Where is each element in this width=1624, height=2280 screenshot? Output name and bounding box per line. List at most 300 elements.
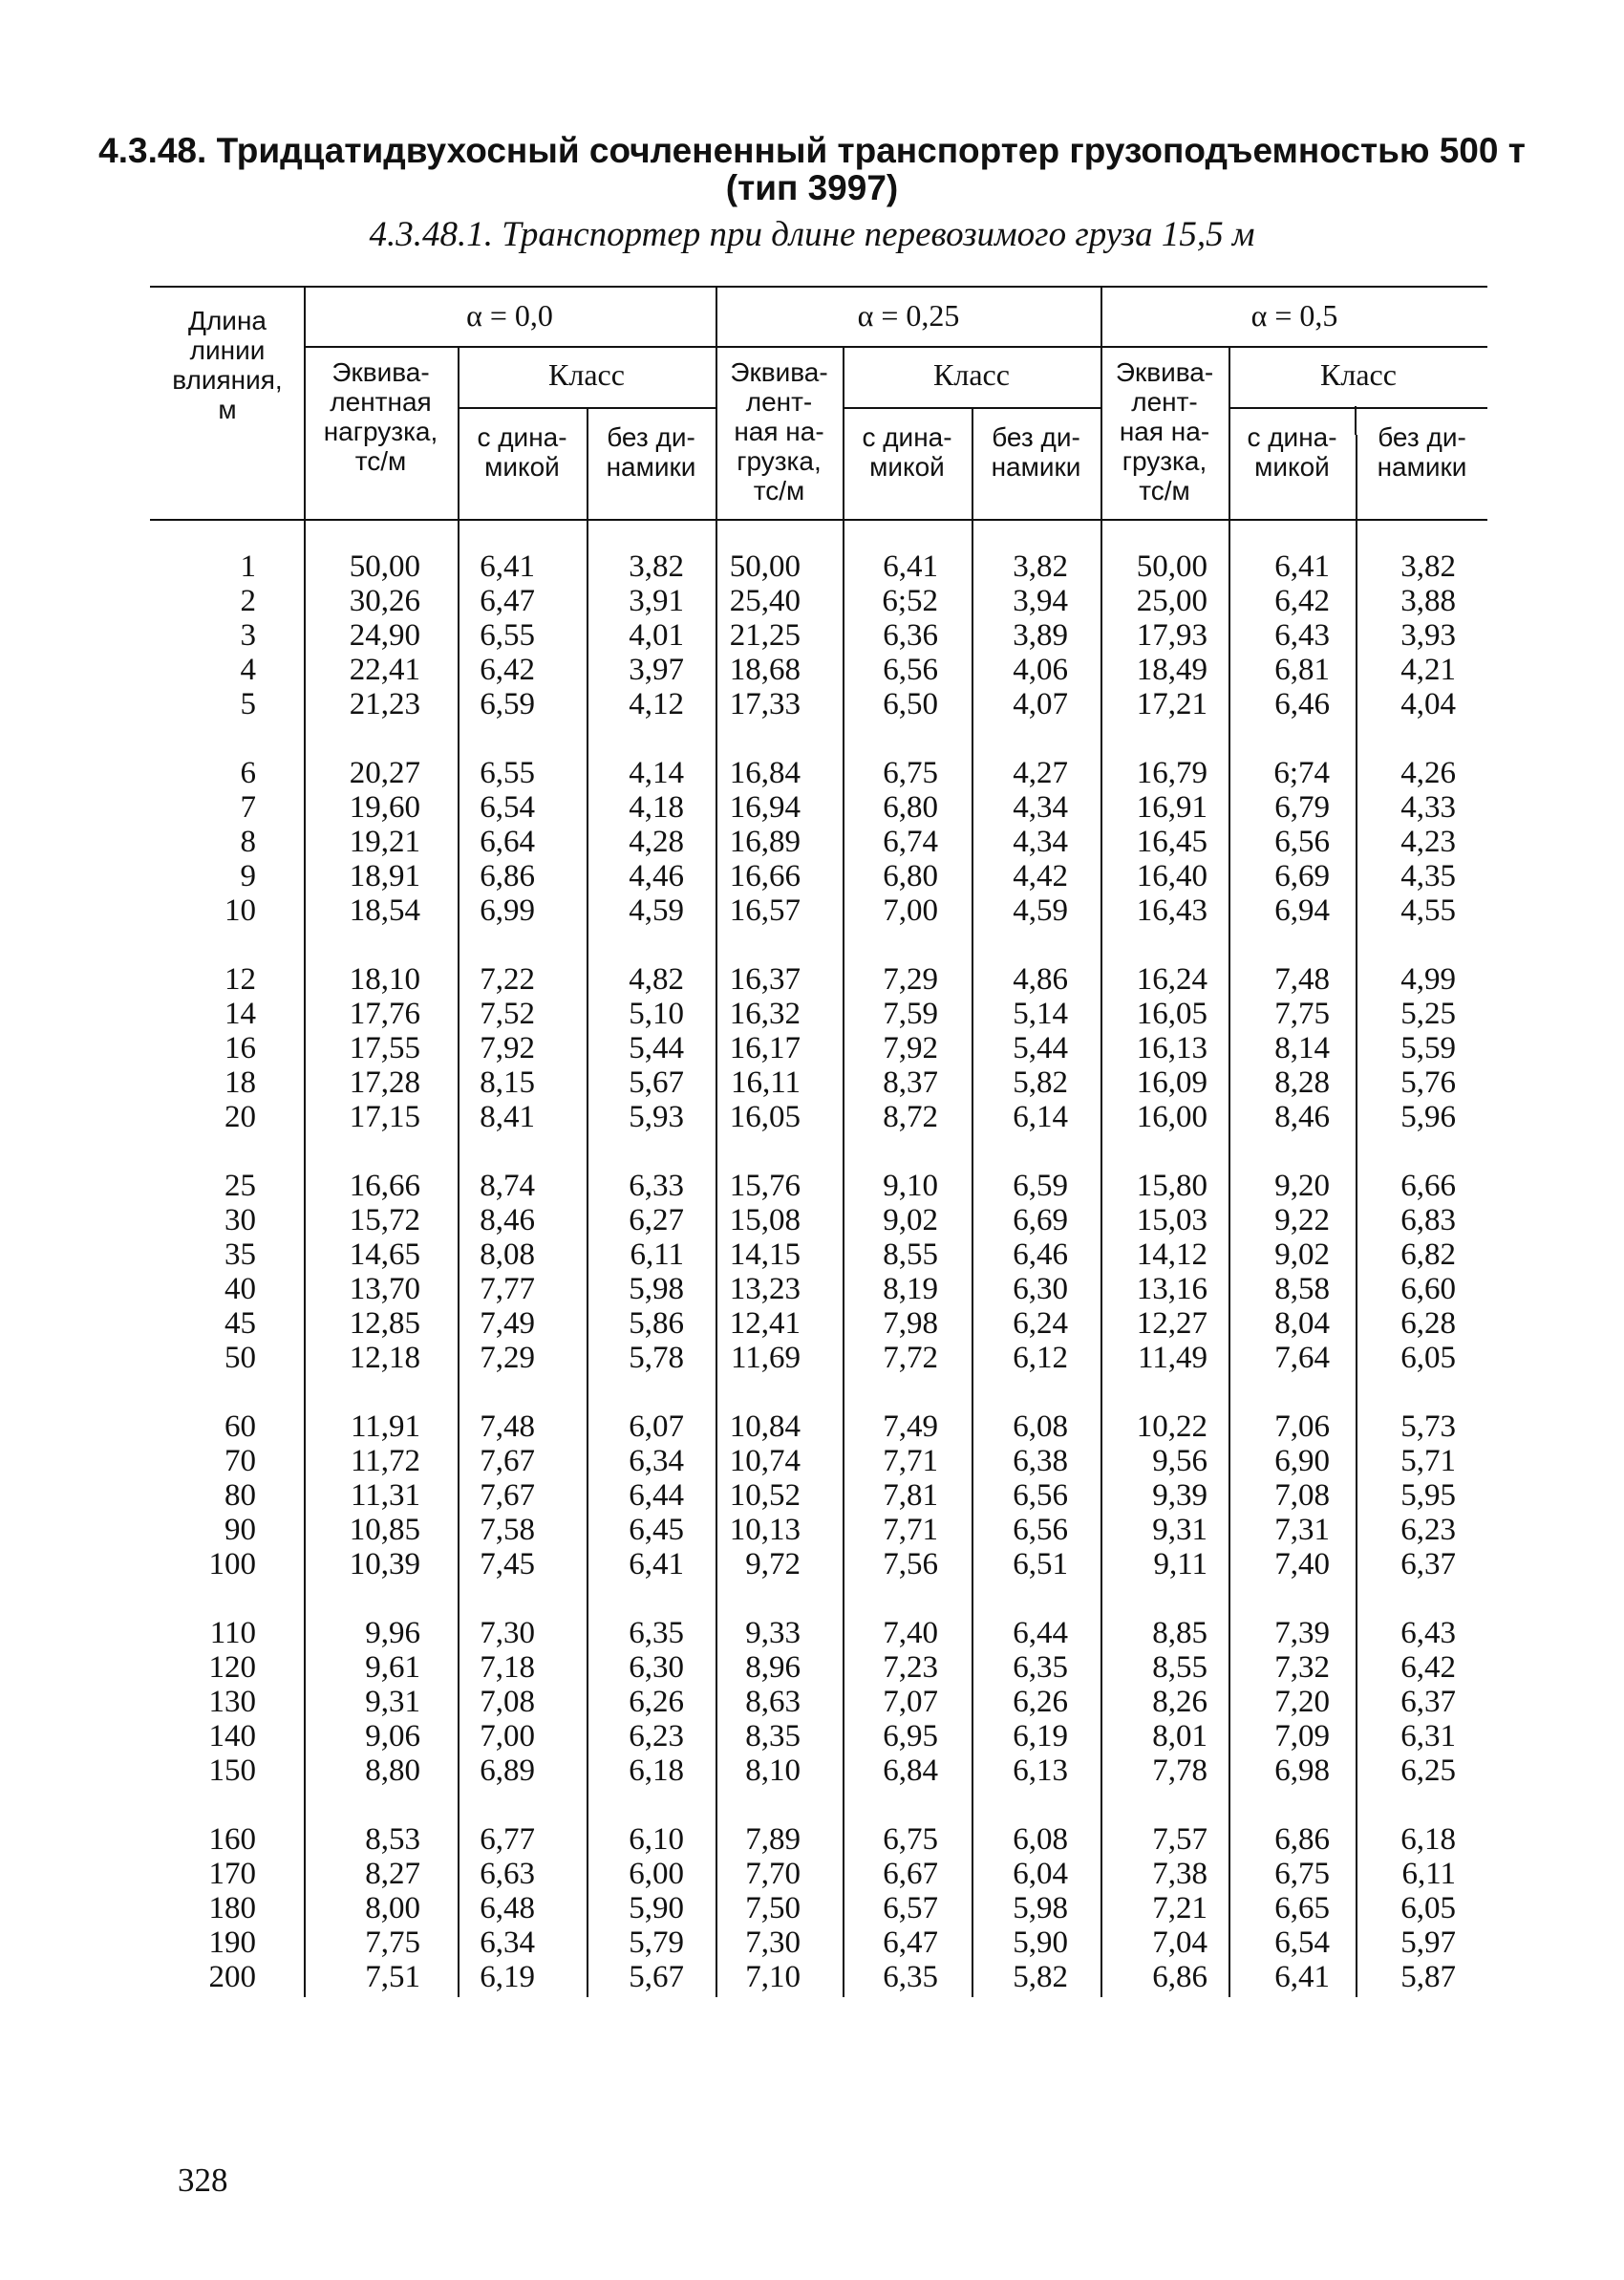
cell-equiv-a05: 16,40 xyxy=(1136,859,1207,893)
cell-without-dyn-a05: 5,97 xyxy=(1400,1925,1456,1960)
cell-length: 40 xyxy=(224,1272,256,1306)
cell-with-dyn-a0: 8,15 xyxy=(480,1065,535,1100)
cell-equiv-a0: 50,00 xyxy=(349,549,420,584)
row-group xyxy=(0,1409,1624,1581)
cell-equiv-a025: 18,68 xyxy=(729,653,801,687)
cell-with-dyn-a0: 6,59 xyxy=(480,687,535,721)
cell-equiv-a05: 17,93 xyxy=(1136,618,1207,653)
cell-with-dyn-a05: 7,06 xyxy=(1274,1409,1330,1444)
length-col-header: Длина линии влияния, м xyxy=(172,306,283,424)
cell-equiv-a025: 9,72 xyxy=(745,1547,801,1581)
cell-without-dyn-a05: 6,82 xyxy=(1400,1237,1456,1272)
cell-length: 140 xyxy=(208,1719,256,1753)
alpha-label-05: α = 0,5 xyxy=(1250,298,1338,333)
cell-with-dyn-a0: 7,67 xyxy=(480,1444,535,1478)
cell-with-dyn-a05: 6;74 xyxy=(1273,756,1330,790)
cell-with-dyn-a0: 7,45 xyxy=(480,1547,535,1581)
header-alpha-rule xyxy=(304,346,1487,348)
cell-equiv-a0: 9,61 xyxy=(365,1650,420,1685)
cell-without-dyn-a025: 4,59 xyxy=(1013,893,1068,928)
cell-equiv-a025: 11,69 xyxy=(730,1341,801,1375)
cell-equiv-a05: 16,91 xyxy=(1136,790,1207,825)
cell-without-dyn-a05: 4,33 xyxy=(1400,790,1456,825)
table-row xyxy=(0,1100,1624,1134)
row-group xyxy=(0,549,1624,721)
cell-without-dyn-a0: 4,59 xyxy=(629,893,684,928)
cell-equiv-a025: 25,40 xyxy=(729,584,801,618)
cell-without-dyn-a025: 6,26 xyxy=(1013,1685,1068,1719)
cell-without-dyn-a05: 5,95 xyxy=(1400,1478,1456,1513)
cell-with-dyn-a05: 7,09 xyxy=(1274,1719,1330,1753)
cell-with-dyn-a05: 9,20 xyxy=(1274,1169,1330,1203)
cell-length: 150 xyxy=(208,1753,256,1788)
cell-equiv-a0: 17,28 xyxy=(349,1065,420,1100)
cell-equiv-a0: 7,51 xyxy=(365,1960,420,1994)
cell-equiv-a05: 16,45 xyxy=(1136,825,1207,859)
cell-length: 200 xyxy=(208,1960,256,1994)
cell-equiv-a0: 22,41 xyxy=(349,653,420,687)
cell-equiv-a025: 17,33 xyxy=(729,687,801,721)
cell-without-dyn-a05: 6,42 xyxy=(1400,1650,1456,1685)
table-row xyxy=(0,756,1624,790)
cell-length: 7 xyxy=(240,790,256,825)
cell-equiv-a05: 16,79 xyxy=(1136,756,1207,790)
cell-equiv-a05: 10,22 xyxy=(1136,1409,1207,1444)
cell-equiv-a025: 16,66 xyxy=(729,859,801,893)
cell-without-dyn-a025: 4,86 xyxy=(1013,962,1068,997)
cell-without-dyn-a0: 4,46 xyxy=(629,859,684,893)
cell-equiv-a0: 8,00 xyxy=(365,1891,420,1925)
row-group xyxy=(0,756,1624,928)
cell-with-dyn-a0: 6,86 xyxy=(480,859,535,893)
table-row xyxy=(0,1409,1624,1444)
cell-length: 70 xyxy=(224,1444,256,1478)
table-row xyxy=(0,1547,1624,1581)
table-row xyxy=(0,790,1624,825)
cell-without-dyn-a025: 6,24 xyxy=(1013,1306,1068,1341)
cell-length: 3 xyxy=(240,618,256,653)
cell-without-dyn-a025: 6,44 xyxy=(1013,1616,1068,1650)
cell-without-dyn-a05: 6,31 xyxy=(1400,1719,1456,1753)
cell-equiv-a0: 14,65 xyxy=(349,1237,420,1272)
cell-equiv-a05: 17,21 xyxy=(1136,687,1207,721)
cell-without-dyn-a025: 6,08 xyxy=(1013,1822,1068,1857)
cell-with-dyn-a05: 6,42 xyxy=(1274,584,1330,618)
cell-without-dyn-a025: 6,14 xyxy=(1013,1100,1068,1134)
cell-equiv-a05: 6,86 xyxy=(1152,1960,1207,1994)
cell-with-dyn-a025: 7,71 xyxy=(883,1444,938,1478)
cell-without-dyn-a025: 3,89 xyxy=(1013,618,1068,653)
cell-equiv-a0: 11,31 xyxy=(350,1478,420,1513)
table-row xyxy=(0,1753,1624,1788)
table-row xyxy=(0,997,1624,1031)
cell-without-dyn-a025: 6,04 xyxy=(1013,1857,1068,1891)
row-group xyxy=(0,1169,1624,1375)
cell-equiv-a0: 11,72 xyxy=(350,1444,420,1478)
cell-with-dyn-a0: 6,19 xyxy=(480,1960,535,1994)
cell-without-dyn-a05: 5,87 xyxy=(1400,1960,1456,1994)
cell-without-dyn-a05: 5,76 xyxy=(1400,1065,1456,1100)
cell-without-dyn-a0: 6,10 xyxy=(629,1822,684,1857)
cell-without-dyn-a05: 6,60 xyxy=(1400,1272,1456,1306)
cell-equiv-a05: 9,31 xyxy=(1152,1513,1207,1547)
cell-with-dyn-a05: 7,48 xyxy=(1274,962,1330,997)
cell-with-dyn-a05: 6,94 xyxy=(1274,893,1330,928)
table-row xyxy=(0,1857,1624,1891)
cell-with-dyn-a05: 6,65 xyxy=(1274,1891,1330,1925)
cell-with-dyn-a025: 7,00 xyxy=(883,893,938,928)
cell-length: 8 xyxy=(240,825,256,859)
table-row xyxy=(0,859,1624,893)
equiv-load-header: Эквива- лент- ная на- грузка, тс/м xyxy=(730,357,828,505)
subsection-title: 4.3.48.1. Транспортер при длине перевозимого груза 15,5 м xyxy=(369,215,1255,254)
cell-length: 50 xyxy=(224,1341,256,1375)
row-group xyxy=(0,1822,1624,1994)
cell-with-dyn-a0: 8,41 xyxy=(480,1100,535,1134)
cell-with-dyn-a025: 6,35 xyxy=(883,1960,938,1994)
cell-equiv-a05: 15,80 xyxy=(1136,1169,1207,1203)
cell-with-dyn-a0: 8,08 xyxy=(480,1237,535,1272)
cell-equiv-a0: 18,54 xyxy=(349,893,420,928)
cell-with-dyn-a025: 7,72 xyxy=(883,1341,938,1375)
cell-equiv-a05: 16,24 xyxy=(1136,962,1207,997)
cell-equiv-a025: 16,89 xyxy=(729,825,801,859)
table-row xyxy=(0,653,1624,687)
cell-with-dyn-a05: 6,90 xyxy=(1274,1444,1330,1478)
cell-with-dyn-a05: 7,40 xyxy=(1274,1547,1330,1581)
cell-without-dyn-a0: 6,33 xyxy=(629,1169,684,1203)
cell-equiv-a05: 7,38 xyxy=(1152,1857,1207,1891)
cell-equiv-a025: 7,50 xyxy=(745,1891,801,1925)
cell-length: 110 xyxy=(209,1616,256,1650)
cell-equiv-a05: 7,78 xyxy=(1152,1753,1207,1788)
cell-length: 170 xyxy=(208,1857,256,1891)
table-row xyxy=(0,962,1624,997)
cell-equiv-a05: 50,00 xyxy=(1136,549,1207,584)
cell-without-dyn-a025: 5,82 xyxy=(1013,1065,1068,1100)
cell-with-dyn-a05: 7,39 xyxy=(1274,1616,1330,1650)
table-row xyxy=(0,1650,1624,1685)
cell-with-dyn-a0: 8,46 xyxy=(480,1203,535,1237)
table-row xyxy=(0,1306,1624,1341)
cell-length: 16 xyxy=(224,1031,256,1065)
cell-length: 35 xyxy=(224,1237,256,1272)
cell-without-dyn-a05: 6,23 xyxy=(1400,1513,1456,1547)
cell-equiv-a05: 16,43 xyxy=(1136,893,1207,928)
cell-equiv-a0: 16,66 xyxy=(349,1169,420,1203)
cell-without-dyn-a0: 6,30 xyxy=(629,1650,684,1685)
cell-equiv-a0: 17,15 xyxy=(349,1100,420,1134)
cell-with-dyn-a025: 8,72 xyxy=(883,1100,938,1134)
cell-without-dyn-a025: 5,14 xyxy=(1013,997,1068,1031)
cell-with-dyn-a0: 7,77 xyxy=(480,1272,535,1306)
cell-with-dyn-a0: 6,47 xyxy=(480,584,535,618)
header-top-rule xyxy=(150,286,1487,288)
cell-length: 18 xyxy=(224,1065,256,1100)
cell-without-dyn-a05: 6,28 xyxy=(1400,1306,1456,1341)
cell-length: 5 xyxy=(240,687,256,721)
cell-with-dyn-a025: 6,75 xyxy=(883,756,938,790)
cell-without-dyn-a05: 3,82 xyxy=(1400,549,1456,584)
cell-with-dyn-a0: 6,55 xyxy=(480,756,535,790)
row-group xyxy=(0,962,1624,1134)
cell-with-dyn-a025: 6,50 xyxy=(883,687,938,721)
table-body xyxy=(0,549,1624,2029)
cell-with-dyn-a025: 7,23 xyxy=(883,1650,938,1685)
cell-equiv-a025: 12,41 xyxy=(729,1306,801,1341)
cell-without-dyn-a0: 6,00 xyxy=(629,1857,684,1891)
cell-with-dyn-a0: 6,34 xyxy=(480,1925,535,1960)
cell-length: 1 xyxy=(240,549,256,584)
cell-without-dyn-a05: 5,96 xyxy=(1400,1100,1456,1134)
cell-without-dyn-a05: 4,55 xyxy=(1400,893,1456,928)
cell-with-dyn-a05: 7,75 xyxy=(1274,997,1330,1031)
alpha-label-025: α = 0,25 xyxy=(857,298,960,333)
cell-equiv-a025: 10,52 xyxy=(729,1478,801,1513)
cell-with-dyn-a05: 6,46 xyxy=(1274,687,1330,721)
cell-equiv-a0: 12,85 xyxy=(349,1306,420,1341)
cell-without-dyn-a0: 6,26 xyxy=(629,1685,684,1719)
cell-without-dyn-a0: 5,78 xyxy=(629,1341,684,1375)
cell-without-dyn-a05: 5,73 xyxy=(1400,1409,1456,1444)
cell-with-dyn-a025: 9,02 xyxy=(883,1203,938,1237)
cell-without-dyn-a05: 6,37 xyxy=(1400,1547,1456,1581)
cell-without-dyn-a025: 6,59 xyxy=(1013,1169,1068,1203)
cell-equiv-a0: 20,27 xyxy=(349,756,420,790)
cell-equiv-a025: 15,08 xyxy=(729,1203,801,1237)
cell-without-dyn-a025: 5,98 xyxy=(1013,1891,1068,1925)
cell-with-dyn-a0: 7,58 xyxy=(480,1513,535,1547)
cell-equiv-a0: 13,70 xyxy=(349,1272,420,1306)
cell-with-dyn-a0: 6,48 xyxy=(480,1891,535,1925)
cell-length: 25 xyxy=(224,1169,256,1203)
cell-equiv-a025: 21,25 xyxy=(729,618,801,653)
cell-equiv-a025: 14,15 xyxy=(729,1237,801,1272)
table-row xyxy=(0,1891,1624,1925)
cell-with-dyn-a025: 6,57 xyxy=(883,1891,938,1925)
cell-equiv-a05: 8,85 xyxy=(1152,1616,1207,1650)
cell-equiv-a025: 7,10 xyxy=(745,1960,801,1994)
cell-length: 10 xyxy=(224,893,256,928)
cell-with-dyn-a0: 7,30 xyxy=(480,1616,535,1650)
cell-equiv-a05: 16,13 xyxy=(1136,1031,1207,1065)
cell-with-dyn-a025: 6,95 xyxy=(883,1719,938,1753)
cell-with-dyn-a025: 7,81 xyxy=(883,1478,938,1513)
cell-without-dyn-a0: 6,34 xyxy=(629,1444,684,1478)
cell-without-dyn-a05: 6,66 xyxy=(1400,1169,1456,1203)
cell-without-dyn-a025: 4,42 xyxy=(1013,859,1068,893)
cell-without-dyn-a025: 5,90 xyxy=(1013,1925,1068,1960)
cell-without-dyn-a025: 6,51 xyxy=(1013,1547,1068,1581)
cell-with-dyn-a05: 7,20 xyxy=(1274,1685,1330,1719)
without-dyn-header: без ди- намики xyxy=(1377,422,1467,482)
cell-equiv-a0: 17,76 xyxy=(349,997,420,1031)
cell-without-dyn-a025: 4,34 xyxy=(1013,825,1068,859)
cell-equiv-a05: 25,00 xyxy=(1136,584,1207,618)
cell-equiv-a05: 18,49 xyxy=(1136,653,1207,687)
cell-length: 100 xyxy=(208,1547,256,1581)
klass-header: Класс xyxy=(1320,357,1397,392)
cell-length: 6 xyxy=(240,756,256,790)
cell-with-dyn-a025: 6,41 xyxy=(883,549,938,584)
cell-without-dyn-a025: 6,13 xyxy=(1013,1753,1068,1788)
cell-without-dyn-a0: 5,67 xyxy=(629,1960,684,1994)
cell-equiv-a05: 8,55 xyxy=(1152,1650,1207,1685)
cell-with-dyn-a05: 7,31 xyxy=(1274,1513,1330,1547)
cell-with-dyn-a0: 7,22 xyxy=(480,962,535,997)
cell-with-dyn-a05: 8,46 xyxy=(1274,1100,1330,1134)
table-header xyxy=(0,0,1624,535)
cell-without-dyn-a025: 6,56 xyxy=(1013,1478,1068,1513)
cell-with-dyn-a0: 7,00 xyxy=(480,1719,535,1753)
cell-without-dyn-a025: 6,08 xyxy=(1013,1409,1068,1444)
cell-with-dyn-a025: 6,80 xyxy=(883,790,938,825)
cell-without-dyn-a0: 3,82 xyxy=(629,549,684,584)
cell-without-dyn-a025: 6,46 xyxy=(1013,1237,1068,1272)
cell-without-dyn-a05: 4,99 xyxy=(1400,962,1456,997)
equiv-load-header: Эквива- лент- ная на- грузка, тс/м xyxy=(1115,357,1214,505)
cell-without-dyn-a0: 6,23 xyxy=(629,1719,684,1753)
cell-equiv-a05: 16,09 xyxy=(1136,1065,1207,1100)
section-title-type: (тип 3997) xyxy=(725,168,899,207)
page-number: 328 xyxy=(178,2162,228,2199)
cell-without-dyn-a025: 3,82 xyxy=(1013,549,1068,584)
cell-equiv-a025: 7,89 xyxy=(745,1822,801,1857)
table-row xyxy=(0,1203,1624,1237)
cell-equiv-a0: 10,39 xyxy=(349,1547,420,1581)
cell-with-dyn-a0: 6,54 xyxy=(480,790,535,825)
cell-without-dyn-a025: 4,06 xyxy=(1013,653,1068,687)
table-row xyxy=(0,1341,1624,1375)
cell-without-dyn-a05: 6,18 xyxy=(1400,1822,1456,1857)
cell-without-dyn-a0: 4,18 xyxy=(629,790,684,825)
cell-equiv-a025: 16,84 xyxy=(729,756,801,790)
cell-with-dyn-a05: 6,69 xyxy=(1274,859,1330,893)
cell-with-dyn-a05: 7,32 xyxy=(1274,1650,1330,1685)
cell-equiv-a025: 15,76 xyxy=(729,1169,801,1203)
cell-without-dyn-a05: 4,26 xyxy=(1400,756,1456,790)
cell-with-dyn-a025: 6,84 xyxy=(883,1753,938,1788)
cell-without-dyn-a05: 6,83 xyxy=(1400,1203,1456,1237)
cell-with-dyn-a025: 6,67 xyxy=(883,1857,938,1891)
cell-equiv-a0: 8,27 xyxy=(365,1857,420,1891)
table-row xyxy=(0,1616,1624,1650)
table-row xyxy=(0,825,1624,859)
cell-with-dyn-a025: 6,75 xyxy=(883,1822,938,1857)
table-row xyxy=(0,1065,1624,1100)
cell-without-dyn-a0: 3,97 xyxy=(629,653,684,687)
cell-without-dyn-a0: 5,86 xyxy=(629,1306,684,1341)
cell-without-dyn-a05: 4,23 xyxy=(1400,825,1456,859)
cell-equiv-a05: 7,57 xyxy=(1152,1822,1207,1857)
cell-equiv-a05: 12,27 xyxy=(1136,1306,1207,1341)
cell-with-dyn-a025: 6,74 xyxy=(883,825,938,859)
cell-without-dyn-a0: 4,01 xyxy=(629,618,684,653)
cell-equiv-a025: 50,00 xyxy=(729,549,801,584)
cell-without-dyn-a05: 6,05 xyxy=(1400,1341,1456,1375)
cell-equiv-a0: 9,06 xyxy=(365,1719,420,1753)
cell-without-dyn-a025: 6,56 xyxy=(1013,1513,1068,1547)
alpha-label-0: α = 0,0 xyxy=(466,298,553,333)
cell-with-dyn-a025: 7,92 xyxy=(883,1031,938,1065)
cell-with-dyn-a05: 6,56 xyxy=(1274,825,1330,859)
cell-equiv-a0: 15,72 xyxy=(349,1203,420,1237)
cell-without-dyn-a05: 3,93 xyxy=(1400,618,1456,653)
cell-equiv-a0: 8,80 xyxy=(365,1753,420,1788)
cell-with-dyn-a025: 6;52 xyxy=(882,584,938,618)
cell-equiv-a025: 9,33 xyxy=(745,1616,801,1650)
cell-equiv-a0: 18,10 xyxy=(349,962,420,997)
cell-with-dyn-a025: 7,29 xyxy=(883,962,938,997)
cell-with-dyn-a05: 6,43 xyxy=(1274,618,1330,653)
cell-with-dyn-a0: 7,92 xyxy=(480,1031,535,1065)
cell-equiv-a05: 15,03 xyxy=(1136,1203,1207,1237)
cell-equiv-a0: 30,26 xyxy=(349,584,420,618)
cell-without-dyn-a05: 5,71 xyxy=(1400,1444,1456,1478)
cell-length: 130 xyxy=(208,1685,256,1719)
table-row xyxy=(0,893,1624,928)
cell-without-dyn-a0: 6,35 xyxy=(629,1616,684,1650)
cell-with-dyn-a0: 8,74 xyxy=(480,1169,535,1203)
cell-without-dyn-a025: 5,44 xyxy=(1013,1031,1068,1065)
table-row xyxy=(0,1822,1624,1857)
cell-with-dyn-a0: 6,89 xyxy=(480,1753,535,1788)
cell-length: 160 xyxy=(208,1822,256,1857)
cell-without-dyn-a0: 5,93 xyxy=(629,1100,684,1134)
cell-equiv-a05: 8,26 xyxy=(1152,1685,1207,1719)
cell-equiv-a0: 24,90 xyxy=(349,618,420,653)
cell-without-dyn-a0: 6,11 xyxy=(630,1237,684,1272)
cell-equiv-a0: 10,85 xyxy=(349,1513,420,1547)
cell-without-dyn-a0: 5,44 xyxy=(629,1031,684,1065)
cell-with-dyn-a025: 8,19 xyxy=(883,1272,938,1306)
cell-with-dyn-a0: 7,48 xyxy=(480,1409,535,1444)
table-row xyxy=(0,1685,1624,1719)
cell-length: 4 xyxy=(240,653,256,687)
cell-without-dyn-a05: 6,37 xyxy=(1400,1685,1456,1719)
cell-equiv-a025: 7,70 xyxy=(745,1857,801,1891)
cell-with-dyn-a0: 7,49 xyxy=(480,1306,535,1341)
table-row xyxy=(0,687,1624,721)
table-row xyxy=(0,1719,1624,1753)
cell-without-dyn-a025: 6,30 xyxy=(1013,1272,1068,1306)
cell-equiv-a05: 9,11 xyxy=(1153,1547,1207,1581)
cell-without-dyn-a025: 6,35 xyxy=(1013,1650,1068,1685)
cell-without-dyn-a05: 4,21 xyxy=(1400,653,1456,687)
cell-equiv-a05: 13,16 xyxy=(1136,1272,1207,1306)
cell-with-dyn-a025: 8,37 xyxy=(883,1065,938,1100)
cell-without-dyn-a0: 6,41 xyxy=(629,1547,684,1581)
row-group xyxy=(0,1616,1624,1788)
cell-without-dyn-a0: 6,07 xyxy=(629,1409,684,1444)
cell-with-dyn-a025: 7,56 xyxy=(883,1547,938,1581)
cell-with-dyn-a05: 6,41 xyxy=(1274,549,1330,584)
cell-without-dyn-a025: 5,82 xyxy=(1013,1960,1068,1994)
cell-with-dyn-a0: 6,99 xyxy=(480,893,535,928)
cell-with-dyn-a0: 7,08 xyxy=(480,1685,535,1719)
cell-with-dyn-a0: 7,29 xyxy=(480,1341,535,1375)
cell-with-dyn-a025: 7,59 xyxy=(883,997,938,1031)
cell-equiv-a0: 8,53 xyxy=(365,1822,420,1857)
cell-equiv-a05: 11,49 xyxy=(1137,1341,1207,1375)
equiv-load-header: Эквива- лентная нагрузка, тс/м xyxy=(323,357,438,476)
cell-equiv-a025: 8,96 xyxy=(745,1650,801,1685)
cell-equiv-a0: 11,91 xyxy=(350,1409,420,1444)
cell-with-dyn-a0: 6,41 xyxy=(480,549,535,584)
cell-with-dyn-a025: 7,49 xyxy=(883,1409,938,1444)
cell-without-dyn-a05: 5,59 xyxy=(1400,1031,1456,1065)
cell-with-dyn-a05: 8,04 xyxy=(1274,1306,1330,1341)
